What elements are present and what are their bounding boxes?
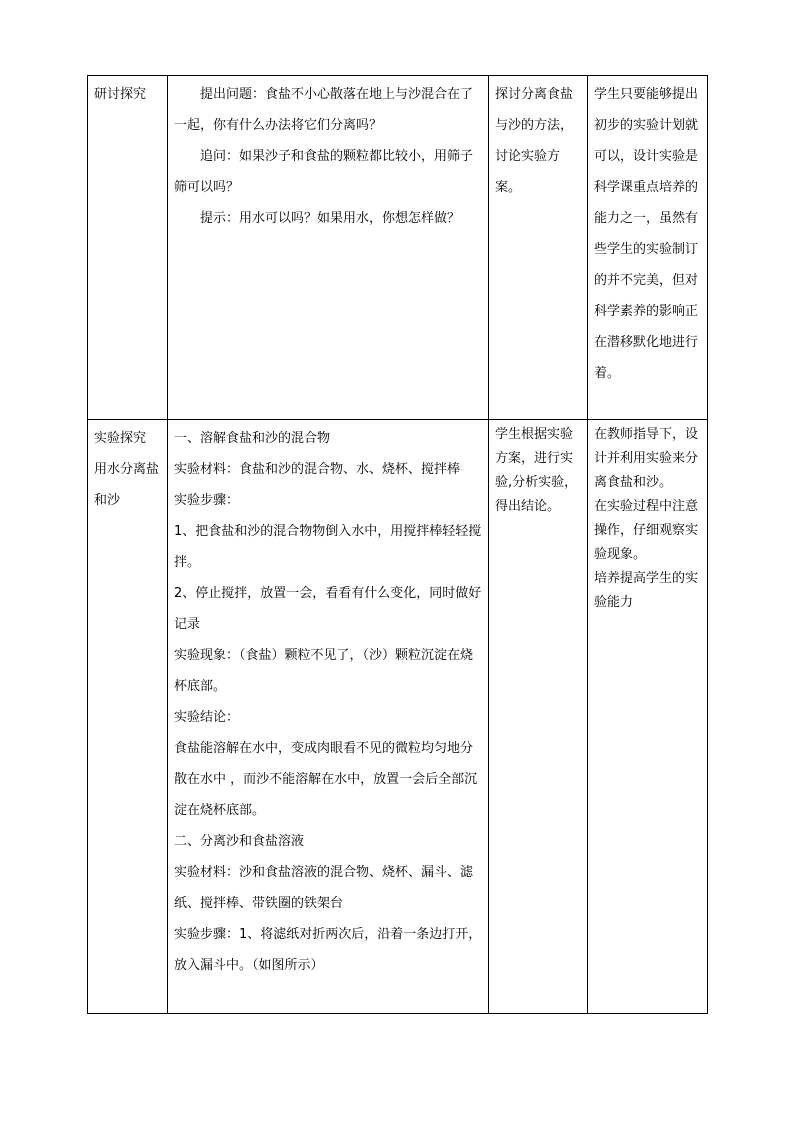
conclusion-text: 食盐能溶解在水中，变成肉眼看不见的微粒均匀地分散在水中 ，而沙不能溶解在水中，放置一会后全部沉淀在烧杯底部。 — [174, 741, 478, 818]
student-activity-text: 学生根据实验方案，进行实验,分析实验，得出结论。 — [495, 427, 578, 514]
step-text: 实验步骤：1、将滤纸对折两次后，沿着一条边打开，放入漏斗中。（如图所示） — [174, 927, 482, 973]
stage-cell — [88, 420, 168, 1014]
teacher-activity-cell — [168, 420, 489, 1014]
step-text: 1、把食盐和沙的混合物物倒入水中，用搅拌棒轻轻搅拌。 — [174, 524, 482, 570]
design-intent-text: 学生只要能够提出初步的实验计划就可以，设计实验是科学课重点培养的能力之一，虽然有些学生的实验制订的并不完美，但对科学素养的影响正在潜移默化地进行着。 — [594, 87, 699, 381]
table-row — [88, 420, 708, 1014]
teacher-followup: 追问：如果沙子和食盐的颗粒都比较小，用筛子筛可以吗？ — [174, 149, 474, 195]
step-text: 2、停止搅拌，放置一会，看看有什么变化，同时做好记录 — [174, 586, 482, 632]
stage-sublabel: 用水分离盐和沙 — [94, 462, 160, 508]
design-intent-text: 在实验过程中注意操作，仔细观察实验现象。 — [594, 499, 699, 562]
student-activity-text: 探讨分离食盐与沙的方法，讨论实验方案。 — [495, 87, 574, 195]
phenomenon-text: 实验现象：（食盐）颗粒不见了，（沙）颗粒沉淀在烧杯底部。 — [174, 648, 474, 694]
stage-label: 研讨探究 — [94, 87, 147, 102]
teacher-hint: 提示：用水可以吗？如果用水，你想怎样做？ — [200, 211, 461, 226]
design-intent-text: 培养提高学生的实验能力 — [594, 571, 699, 610]
step-heading: 一、溶解食盐和沙的混合物 — [174, 431, 331, 446]
step-heading: 二、分离沙和食盐溶液 — [174, 834, 305, 849]
conclusion-label: 实验结论： — [174, 710, 240, 725]
teacher-question: 提出问题：食盐不小心散落在地上与沙混合在了一起，你有什么办法将它们分离吗？ — [174, 87, 474, 133]
lesson-plan-table — [87, 75, 708, 1014]
student-activity-cell — [489, 76, 588, 420]
table-row — [88, 76, 708, 420]
design-intent-text: 在教师指导下，设计并利用实验来分离食盐和沙。 — [594, 427, 699, 490]
teacher-activity-cell — [168, 76, 489, 420]
materials-text: 实验材料：沙和食盐溶液的混合物、烧杯、漏斗、滤纸、搅拌棒、带铁圈的铁架台 — [174, 865, 474, 911]
design-intent-cell — [588, 76, 708, 420]
steps-label: 实验步骤： — [174, 493, 240, 508]
stage-cell — [88, 76, 168, 420]
stage-label: 实验探究 — [94, 431, 147, 446]
design-intent-cell — [588, 420, 708, 1014]
materials-text: 实验材料：食盐和沙的混合物、水、烧杯、搅拌棒 — [174, 462, 461, 477]
student-activity-cell — [489, 420, 588, 1014]
